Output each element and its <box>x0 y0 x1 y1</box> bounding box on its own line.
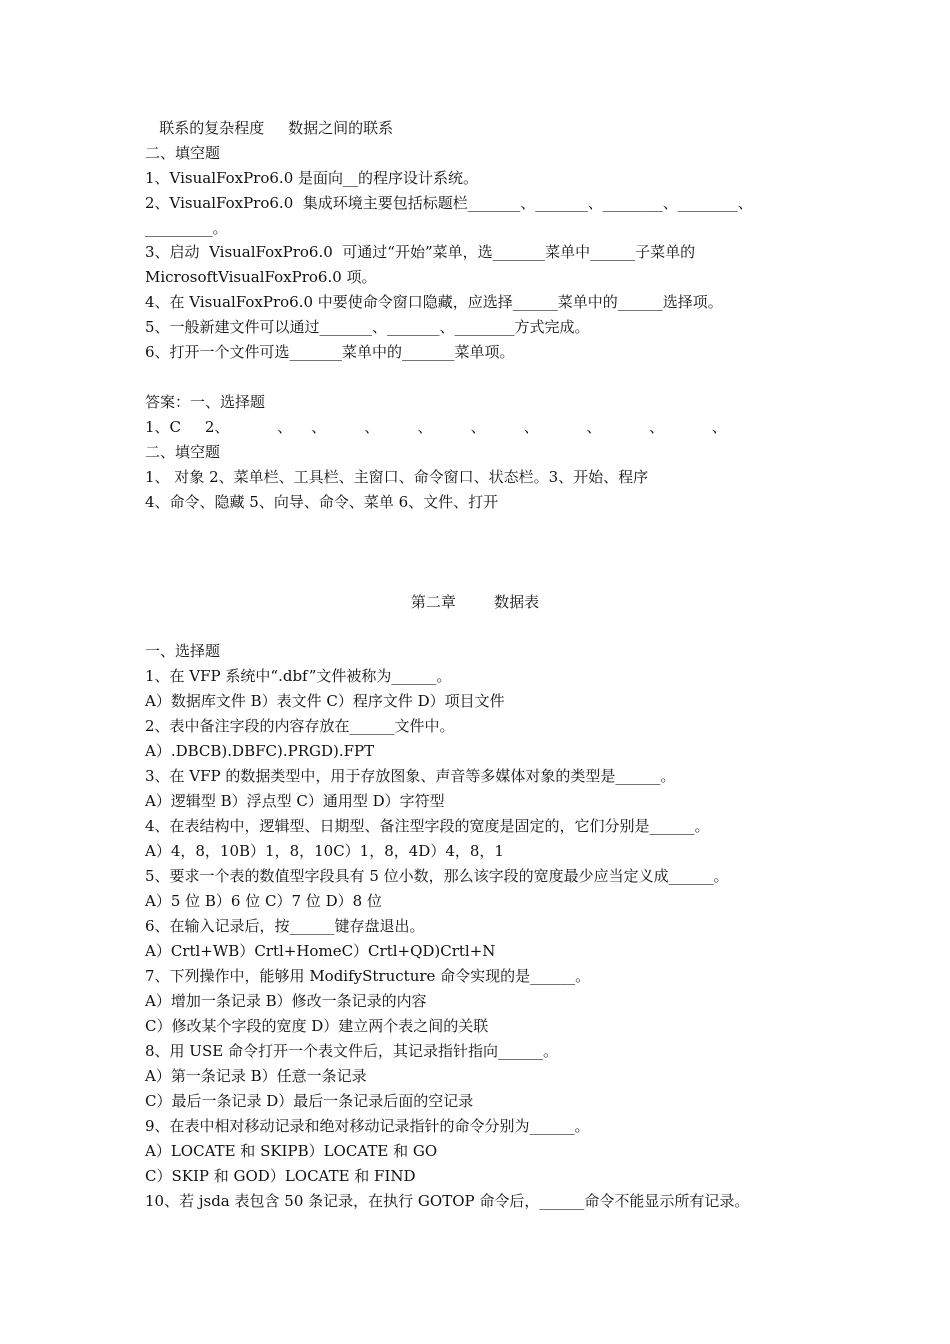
answer-line: 4、命令、隐藏 5、向导、命令、菜单 6、文件、打开 <box>145 493 499 511</box>
question-line: 2、VisualFoxPro6.0 集成环境主要包括标题栏_______、_______、________、________、 <box>145 194 753 212</box>
question-line: 2、表中备注字段的内容存放在______文件中。 <box>145 717 455 735</box>
text-line: 联系的复杂程度 数据之间的联系 <box>145 119 394 137</box>
option-line: A）第一条记录 B）任意一条记录 <box>145 1067 367 1085</box>
option-line: A）4，8，10B）1，8，10C）1，8，4D）4，8，1 <box>145 842 504 860</box>
option-line: A）Crtl+WB）Crtl+HomeC）Crtl+QD)Crtl+N <box>145 942 496 960</box>
question-line: 1、VisualFoxPro6.0 是面向__的程序设计系统。 <box>145 169 479 187</box>
option-line: A）数据库文件 B）表文件 C）程序文件 D）项目文件 <box>145 692 505 710</box>
option-line: A）增加一条记录 B）修改一条记录的内容 <box>145 992 427 1010</box>
option-line: A）逻辑型 B）浮点型 C）通用型 D）字符型 <box>145 792 445 810</box>
option-line: C）最后一条记录 D）最后一条记录后面的空记录 <box>145 1092 474 1110</box>
answer-line: 1、C 2、 、 、 、 、 、 、 、 、 、 <box>145 418 727 436</box>
question-line: 7、下列操作中，能够用 ModifyStructure 命令实现的是______。 <box>145 967 591 985</box>
question-line: _________。 <box>145 219 228 237</box>
answer-heading: 答案：一、选择题 <box>145 393 266 411</box>
question-line: 3、在 VFP 的数据类型中，用于存放图象、声音等多媒体对象的类型是______。 <box>145 767 676 785</box>
question-line: MicrosoftVisualFoxPro6.0 项。 <box>145 268 377 286</box>
question-line: 4、在 VisualFoxPro6.0 中要使命令窗口隐藏，应选择______菜单中的______选择项。 <box>145 293 723 311</box>
section-heading: 二、填空题 <box>145 144 221 162</box>
section-heading: 二、填空题 <box>145 443 221 461</box>
option-line: A）5 位 B）6 位 C）7 位 D）8 位 <box>145 892 382 910</box>
chapter-title: 第二章 数据表 <box>410 593 540 611</box>
question-line: 3、启动 VisualFoxPro6.0 可通过“开始”菜单，选_______菜单中______子菜单的 <box>145 243 696 261</box>
section-heading: 一、选择题 <box>145 642 221 660</box>
option-line: A）LOCATE 和 SKIPB）LOCATE 和 GO <box>145 1142 438 1160</box>
question-line: 6、在输入记录后，按______键存盘退出。 <box>145 917 425 935</box>
question-line: 8、用 USE 命令打开一个表文件后，其记录指针指向______。 <box>145 1042 558 1060</box>
question-line: 5、要求一个表的数值型字段具有 5 位小数，那么该字段的宽度最少应当定义成______。 <box>145 867 729 885</box>
option-line: A）.DBCB).DBFC).PRGD).FPT <box>145 742 375 760</box>
option-line: C）修改某个字段的宽度 D）建立两个表之间的关联 <box>145 1017 489 1035</box>
option-line: C）SKIP 和 GOD）LOCATE 和 FIND <box>145 1167 416 1185</box>
question-line: 1、在 VFP 系统中“.dbf”文件被称为______。 <box>145 667 452 685</box>
question-line: 4、在表结构中，逻辑型、日期型、备注型字段的宽度是固定的，它们分别是______。 <box>145 817 710 835</box>
question-line: 5、一般新建文件可以通过_______、_______、________方式完成。 <box>145 318 590 336</box>
question-line: 9、在表中相对移动记录和绝对移动记录指针的命令分别为______。 <box>145 1117 590 1135</box>
answer-line: 1、 对象 2、菜单栏、工具栏、主窗口、命令窗口、状态栏。3、开始、程序 <box>145 468 649 486</box>
question-line: 6、打开一个文件可选_______菜单中的_______菜单项。 <box>145 343 515 361</box>
question-line: 10、若 jsda 表包含 50 条记录，在执行 GOTOP 命令后，______命令不能显示所有记录。 <box>145 1192 750 1210</box>
